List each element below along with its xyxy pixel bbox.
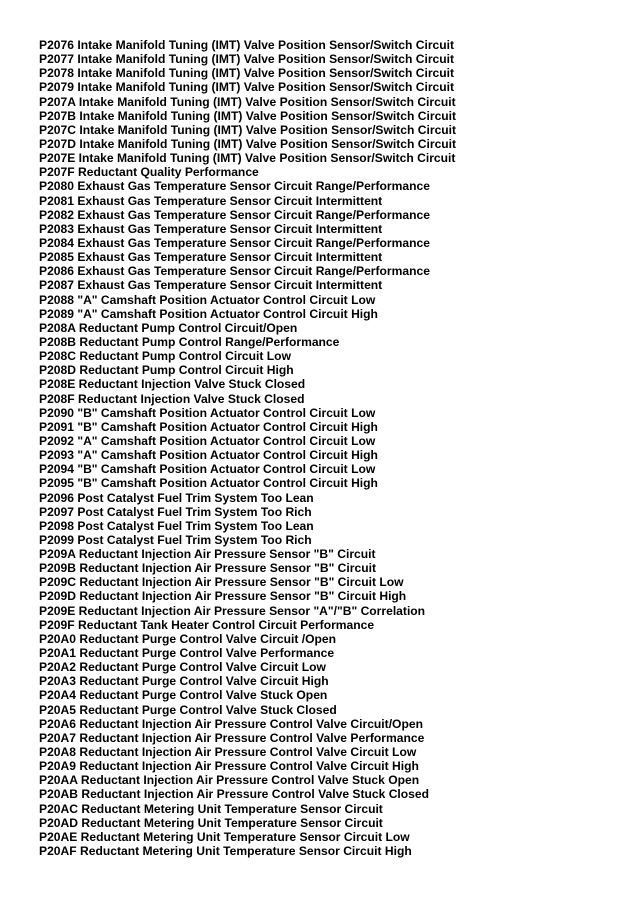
dtc-code-line: P2089 "A" Camshaft Position Actuator Control Circuit High xyxy=(39,306,378,321)
dtc-code-line: P2081 Exhaust Gas Temperature Sensor Circuit Intermittent xyxy=(39,193,383,208)
dtc-code-line: P209B Reductant Injection Air Pressure Sensor "B" Circuit xyxy=(39,561,376,576)
dtc-code-line: P2091 "B" Camshaft Position Actuator Control Circuit High xyxy=(39,419,378,434)
dtc-code-line: P20A4 Reductant Purge Control Valve Stuck Open xyxy=(39,688,328,703)
dtc-code-line: P2085 Exhaust Gas Temperature Sensor Circuit Intermittent xyxy=(39,250,383,265)
dtc-code-line: P209E Reductant Injection Air Pressure Sensor "A"/"B" Correlation xyxy=(39,603,426,618)
dtc-code-line: P2088 "A" Camshaft Position Actuator Control Circuit Low xyxy=(39,292,376,307)
dtc-code-line: P2092 "A" Camshaft Position Actuator Control Circuit Low xyxy=(39,433,376,448)
dtc-code-line: P2098 Post Catalyst Fuel Trim System Too Lean xyxy=(39,518,314,533)
dtc-code-line: P208D Reductant Pump Control Circuit High xyxy=(39,363,294,378)
dtc-code-line: P208B Reductant Pump Control Range/Performance xyxy=(39,334,340,349)
dtc-code-line: P208F Reductant Injection Valve Stuck Closed xyxy=(39,391,305,406)
dtc-code-line: P2087 Exhaust Gas Temperature Sensor Circuit Intermittent xyxy=(39,278,383,293)
dtc-code-line: P207E Intake Manifold Tuning (IMT) Valve Position Sensor/Switch Circuit xyxy=(39,151,456,166)
dtc-code-line: P2079 Intake Manifold Tuning (IMT) Valve Position Sensor/Switch Circuit xyxy=(39,80,455,95)
dtc-code-line: P207D Intake Manifold Tuning (IMT) Valve Position Sensor/Switch Circuit xyxy=(39,136,457,151)
dtc-code-line: P20AD Reductant Metering Unit Temperature Sensor Circuit xyxy=(39,815,383,830)
dtc-code-line: P2093 "A" Camshaft Position Actuator Control Circuit High xyxy=(39,448,378,463)
dtc-code-line: P2099 Post Catalyst Fuel Trim System Too Rich xyxy=(39,532,312,547)
dtc-code-line: P20A2 Reductant Purge Control Valve Circuit Low xyxy=(39,660,326,675)
dtc-code-line: P2076 Intake Manifold Tuning (IMT) Valve Position Sensor/Switch Circuit xyxy=(39,38,455,52)
dtc-code-line: P20A7 Reductant Injection Air Pressure Control Valve Performance xyxy=(39,730,425,745)
dtc-code-line: P2094 "B" Camshaft Position Actuator Control Circuit Low xyxy=(39,462,376,477)
dtc-code-line: P20A9 Reductant Injection Air Pressure Control Valve Circuit High xyxy=(39,759,419,774)
dtc-code-line: P20A8 Reductant Injection Air Pressure Control Valve Circuit Low xyxy=(39,745,417,760)
dtc-code-line: P207B Intake Manifold Tuning (IMT) Valve Position Sensor/Switch Circuit xyxy=(39,108,457,123)
dtc-code-line: P2080 Exhaust Gas Temperature Sensor Circuit Range/Performance xyxy=(39,179,430,194)
dtc-code-line: P2083 Exhaust Gas Temperature Sensor Circuit Intermittent xyxy=(39,221,383,236)
dtc-code-line: P20AA Reductant Injection Air Pressure Control Valve Stuck Open xyxy=(39,773,420,788)
dtc-code-line: P2077 Intake Manifold Tuning (IMT) Valve Position Sensor/Switch Circuit xyxy=(39,52,455,67)
dtc-code-line: P20AE Reductant Metering Unit Temperature Sensor Circuit Low xyxy=(39,829,410,844)
dtc-code-line: P209C Reductant Injection Air Pressure Sensor "B" Circuit Low xyxy=(39,575,404,590)
document-page xyxy=(39,38,619,858)
dtc-code-line: P207C Intake Manifold Tuning (IMT) Valve Position Sensor/Switch Circuit xyxy=(39,122,457,137)
dtc-code-line: P20A6 Reductant Injection Air Pressure Control Valve Circuit/Open xyxy=(39,716,423,731)
dtc-code-line: P2086 Exhaust Gas Temperature Sensor Circuit Range/Performance xyxy=(39,264,430,279)
dtc-code-line: P207A Intake Manifold Tuning (IMT) Valve Position Sensor/Switch Circuit xyxy=(39,94,456,109)
dtc-code-line: P20A3 Reductant Purge Control Valve Circuit High xyxy=(39,674,329,689)
dtc-code-line: P20AC Reductant Metering Unit Temperature Sensor Circuit xyxy=(39,801,383,816)
dtc-code-line: P208C Reductant Pump Control Circuit Low xyxy=(39,349,291,364)
dtc-code-line: P20A1 Reductant Purge Control Valve Performance xyxy=(39,646,335,661)
dtc-code-line: P2095 "B" Camshaft Position Actuator Control Circuit High xyxy=(39,476,378,491)
dtc-code-line: P2078 Intake Manifold Tuning (IMT) Valve Position Sensor/Switch Circuit xyxy=(39,66,455,81)
dtc-code-line: P2084 Exhaust Gas Temperature Sensor Circuit Range/Performance xyxy=(39,235,430,250)
dtc-code-line: P208A Reductant Pump Control Circuit/Open xyxy=(39,320,298,335)
dtc-code-list xyxy=(39,38,619,858)
dtc-code-line: P20A0 Reductant Purge Control Valve Circuit /Open xyxy=(39,631,337,646)
dtc-code-line: P208E Reductant Injection Valve Stuck Closed xyxy=(39,377,306,392)
dtc-code-line: P209A Reductant Injection Air Pressure Sensor "B" Circuit xyxy=(39,547,376,562)
dtc-code-line: P2096 Post Catalyst Fuel Trim System Too Lean xyxy=(39,490,314,505)
dtc-code-line: P207F Reductant Quality Performance xyxy=(39,165,259,180)
dtc-code-line: P20A5 Reductant Purge Control Valve Stuck Closed xyxy=(39,702,337,717)
dtc-code-line: P2090 "B" Camshaft Position Actuator Control Circuit Low xyxy=(39,405,376,420)
dtc-code-line: P209F Reductant Tank Heater Control Circuit Performance xyxy=(39,617,375,632)
dtc-code-line: P20AF Reductant Metering Unit Temperature Sensor Circuit High xyxy=(39,844,412,859)
dtc-code-line: P209D Reductant Injection Air Pressure Sensor "B" Circuit High xyxy=(39,589,407,604)
dtc-code-line: P2082 Exhaust Gas Temperature Sensor Circuit Range/Performance xyxy=(39,207,430,222)
dtc-code-line: P20AB Reductant Injection Air Pressure Control Valve Stuck Closed xyxy=(39,787,430,802)
dtc-code-line: P2097 Post Catalyst Fuel Trim System Too Rich xyxy=(39,504,312,519)
